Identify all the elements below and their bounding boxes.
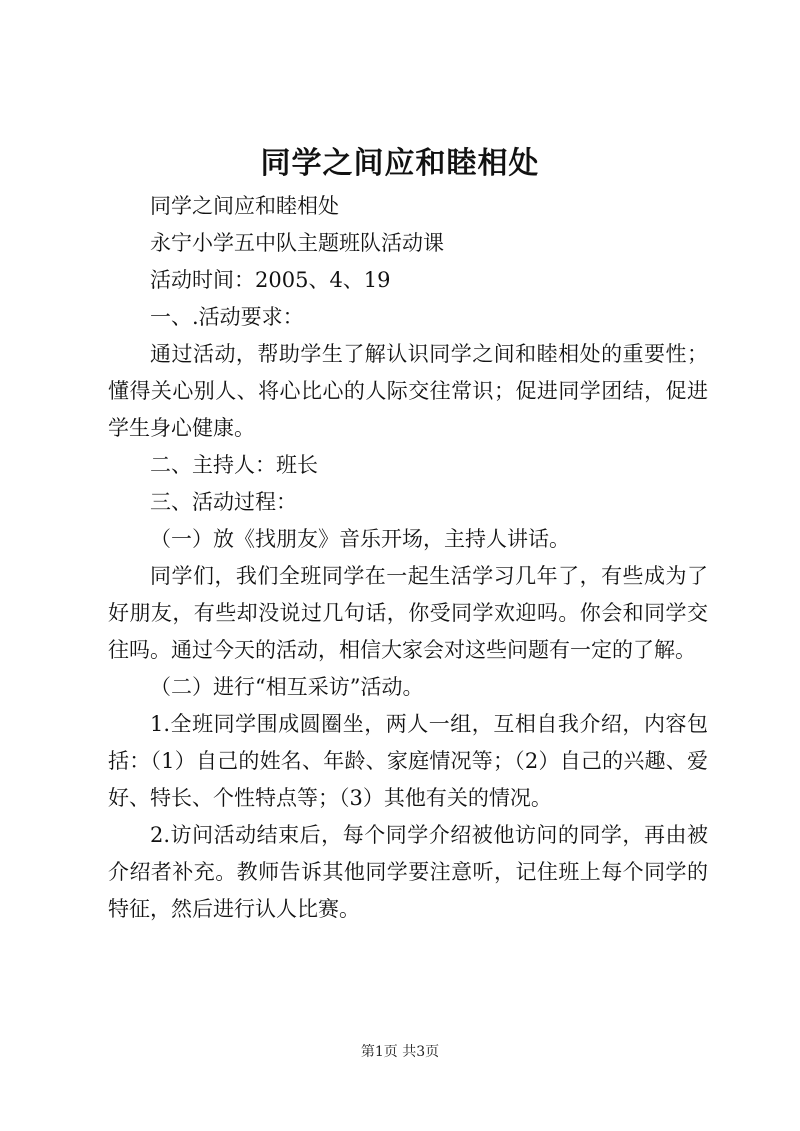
- document-body: [108, 188, 708, 928]
- paragraph-interview-2: 2.访问活动结束后，每个同学介绍被他访问的同学，再由被介绍者补充。教师告诉其他同学要注意听，记住班上每个同学的特征，然后进行认人比赛。: [108, 823, 708, 921]
- heading-requirements: 一、.活动要求：: [150, 305, 304, 329]
- heading-step-two: （二）进行“相互采访”活动。: [150, 675, 424, 699]
- paragraph-interview-1: 1.全班同学围成圆圈坐，两人一组，互相自我介绍，内容包括：（1）自己的姓名、年龄、家庭情况等；（2）自己的兴趣、爱好、特长、个性特点等；（3）其他有关的情况。: [108, 712, 708, 810]
- heading-host: 二、主持人：班长: [150, 453, 318, 477]
- paragraph-activity-time: 活动时间：2005、4、19: [150, 268, 391, 292]
- document-title: 同学之间应和睦相处: [260, 146, 540, 181]
- page-footer: 第1页 共3页: [360, 1044, 440, 1060]
- heading-step-one: （一）放《找朋友》音乐开场，主持人讲话。: [150, 527, 570, 551]
- paragraph-class-info: 永宁小学五中队主题班队活动课: [150, 231, 444, 255]
- paragraph-requirements: 通过活动，帮助学生了解认识同学之间和睦相处的重要性；懂得关心别人、将心比心的人际交往常识；促进同学团结，促进学生身心健康。: [108, 342, 708, 440]
- heading-process: 三、活动过程：: [150, 490, 297, 514]
- paragraph-host-speech: 同学们，我们全班同学在一起生活学习几年了，有些成为了好朋友，有些却没说过几句话，你受同学欢迎吗。你会和同学交往吗。通过今天的活动，相信大家会对这些问题有一定的了解。: [108, 564, 708, 662]
- paragraph-subtitle: 同学之间应和睦相处: [150, 194, 339, 218]
